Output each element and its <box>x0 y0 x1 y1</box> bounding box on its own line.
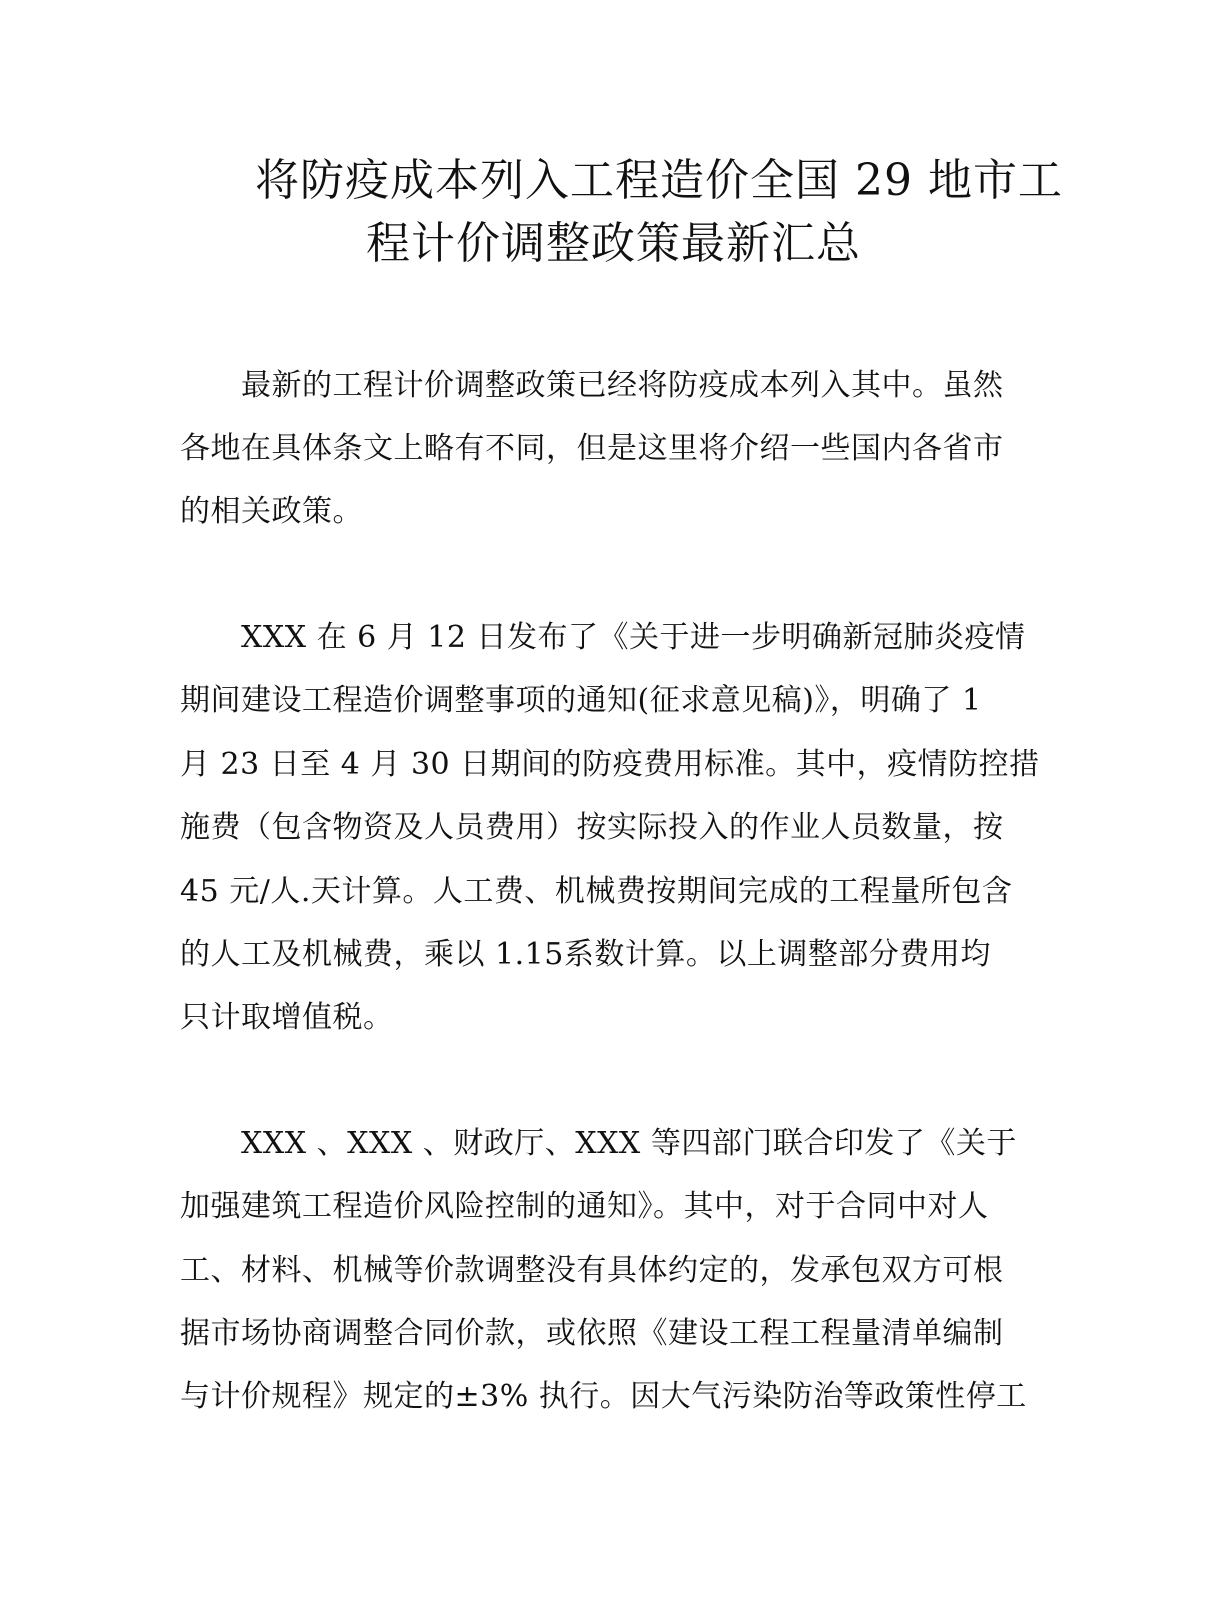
paragraph-line: 最新的工程计价调整政策已经将防疫成本列入其中。虽然 <box>241 368 1004 404</box>
paragraph-line: XXX 在 6 月 12 日发布了《关于进一步明确新冠肺炎疫情 <box>241 620 1026 656</box>
title-line-2: 程计价调整政策最新汇总 <box>366 218 861 270</box>
paragraph-line: 期间建设工程造价调整事项的通知(征求意见稿)》，明确了 1 <box>180 683 982 719</box>
paragraph-line: 的人工及机械费，乘以 1.15系数计算。以上调整部分费用均 <box>180 937 991 973</box>
paragraph-line: 加强建筑工程造价风险控制的通知》。其中，对于合同中对人 <box>180 1189 989 1225</box>
paragraph-line: 各地在具体条文上略有不同，但是这里将介绍一些国内各省市 <box>180 431 1004 467</box>
paragraph-line: 的相关政策。 <box>180 494 363 530</box>
paragraph-line: 施费（包含物资及人员费用）按实际投入的作业人员数量，按 <box>180 810 1004 846</box>
title-line-1: 将防疫成本列入工程造价全国 29 地市工 <box>255 155 1063 207</box>
paragraph-line: 只计取增值税。 <box>180 1000 394 1036</box>
paragraph-line: XXX 、XXX 、财政厅、XXX 等四部门联合印发了《关于 <box>241 1126 1017 1162</box>
paragraph-line: 月 23 日至 4 月 30 日期间的防疫费用标准。其中，疫情防控措 <box>180 747 1040 783</box>
paragraph-line: 工、材料、机械等价款调整没有具体约定的，发承包双方可根 <box>180 1253 1004 1289</box>
paragraph-line: 与计价规程》规定的±3% 执行。因大气污染防治等政策性停工 <box>180 1379 1027 1415</box>
paragraph-line: 据市场协商调整合同价款，或依照《建设工程工程量清单编制 <box>180 1316 1004 1352</box>
paragraph-line: 45 元/人.天计算。人工费、机械费按期间完成的工程量所包含 <box>180 874 1013 910</box>
